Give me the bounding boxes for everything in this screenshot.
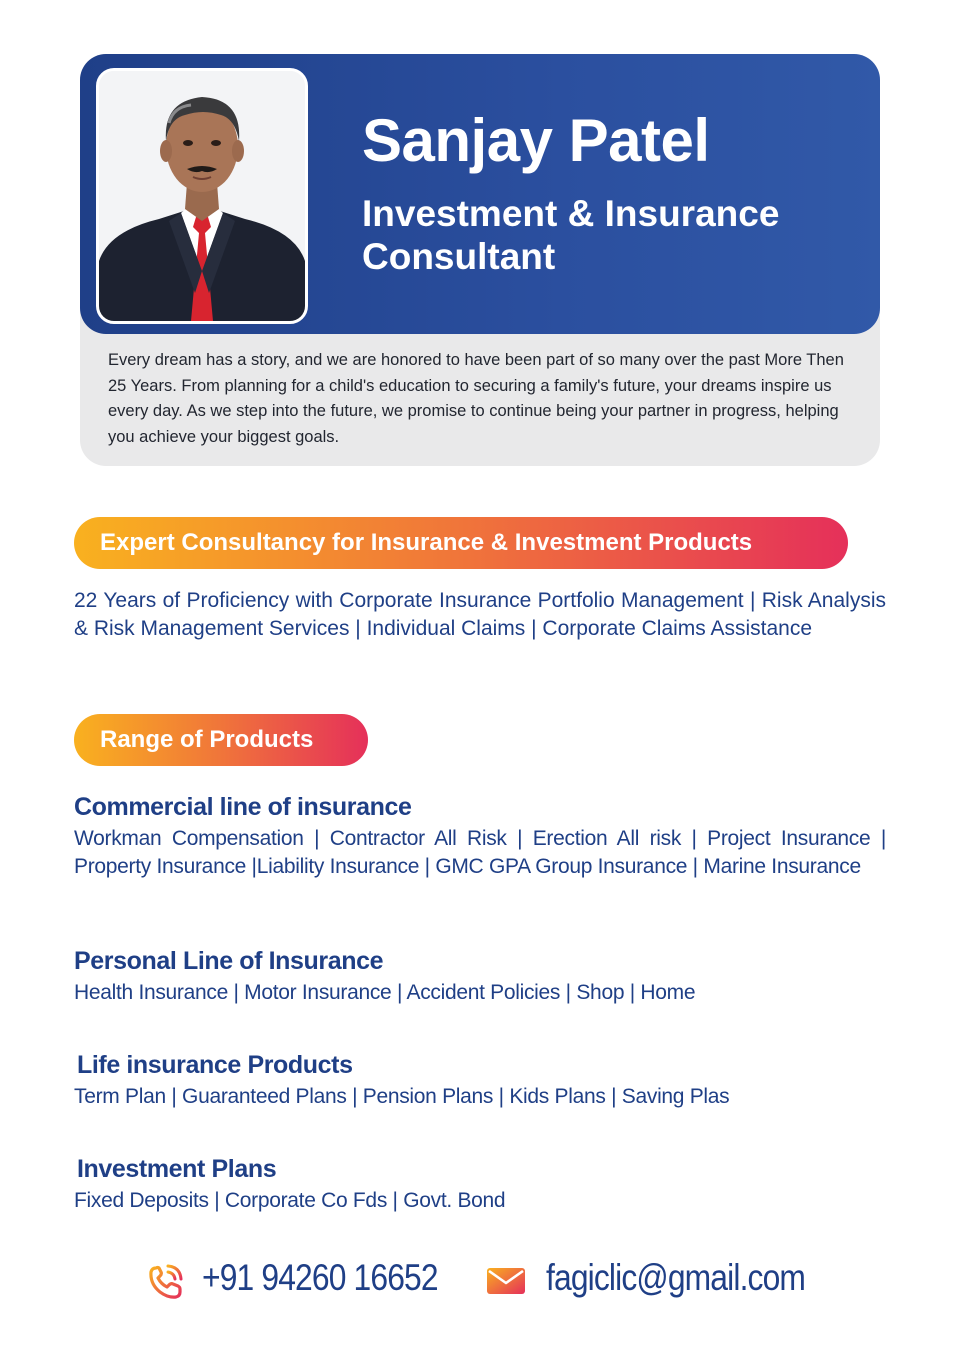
commercial-line-title: Commercial line of insurance [74,793,412,821]
profile-name: Sanjay Patel [362,107,710,174]
phone-icon [146,1262,186,1307]
profile-intro: Every dream has a story, and we are honored to have been part of so many over the past More Then 25 Years. From planning for a child's education to securing a family's future, your dreams inspire us every day. As we step into the future, we promise to continue being your partner in progress, helping you achieve your biggest goals. [108,351,844,446]
contact-phone[interactable]: +91 94260 16652 [202,1257,438,1298]
life-insurance-items: Term Plan | Guaranteed Plans | Pension Plans | Kids Plans | Saving Plas [74,1085,730,1108]
investment-plans-title: Investment Plans [77,1155,277,1183]
investment-plans-items: Fixed Deposits | Corporate Co Fds | Govt. Bond [74,1189,506,1212]
products-heading-pill: Range of Products [74,714,368,766]
envelope-icon [486,1266,526,1301]
expert-heading-pill: Expert Consultancy for Insurance & Investment Products [74,517,848,569]
portrait-illustration [99,71,305,321]
personal-line-items: Health Insurance | Motor Insurance | Accident Policies | Shop | Home [74,981,696,1004]
contact-email[interactable]: fagiclic@gmail.com [546,1257,806,1298]
profile-photo [96,68,308,324]
expert-description: 22 Years of Proficiency with Corporate Insurance Portfolio Management | Risk Analysis & Risk Management Services | Individual Claims | Corporate Claims Assistance [74,589,886,640]
personal-line-title: Personal Line of Insurance [74,947,384,975]
life-insurance-title: Life insurance Products [77,1051,353,1079]
commercial-line-items: Workman Compensation | Contractor All Risk | Erection All risk | Project Insurance | Property Insurance |Liability Insurance | GMC GPA Group Insurance | Marine Insurance [74,827,886,878]
profile-role: Investment & Insurance Consultant [362,193,780,277]
